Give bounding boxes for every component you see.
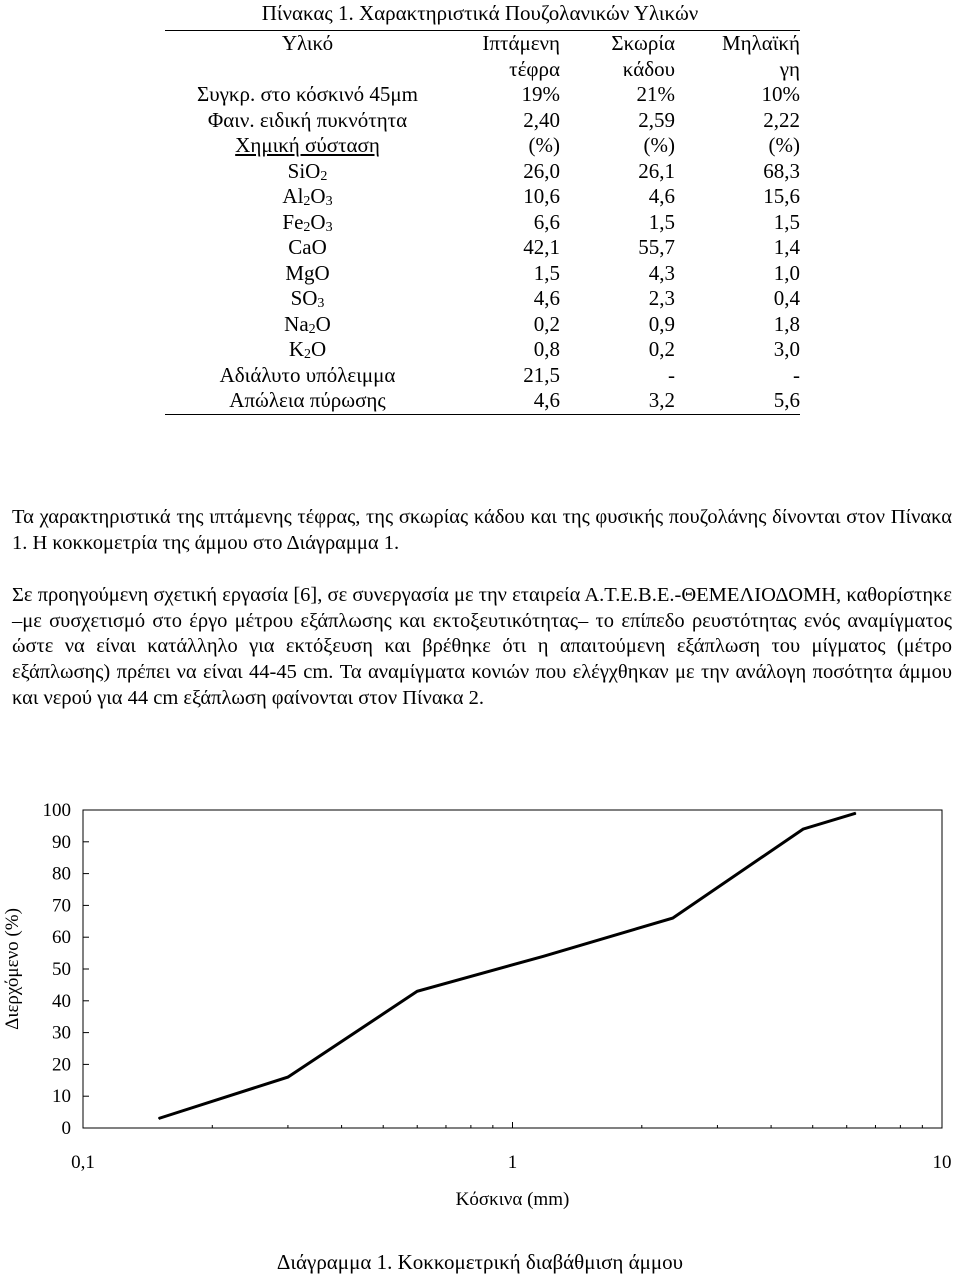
- y-tick-label: 60: [52, 927, 71, 949]
- cell-milos-earth: 1,8: [773, 311, 800, 336]
- formula-part: Na: [284, 311, 309, 336]
- table-header-row: [165, 31, 800, 83]
- formula-part: 3: [325, 219, 333, 235]
- formula-part: 2: [304, 347, 311, 362]
- y-tick-label: 90: [52, 831, 71, 853]
- composition-label: [165, 133, 450, 159]
- cell-milos-earth: 0,4: [773, 286, 800, 310]
- table-row: [165, 286, 800, 312]
- table-row: [165, 210, 800, 236]
- y-tick-label: 40: [52, 990, 71, 1012]
- header-slag-line1: Σκωρία: [611, 31, 675, 55]
- row-label: Συγκρ. στο κόσκινό 45μm: [197, 82, 418, 106]
- cell-milos-earth: 5,6: [675, 388, 800, 414]
- y-tick-label: 80: [52, 863, 71, 885]
- table-row: [165, 312, 800, 338]
- cell-slag: 55,7: [638, 235, 675, 259]
- cell-milos-earth: 3,0: [773, 337, 800, 361]
- table-row: [165, 108, 800, 134]
- sieve-chart: [0, 800, 960, 1240]
- cell-fly-ash: 21,5: [523, 362, 560, 387]
- formula-part: Απώλεια πύρωσης: [229, 388, 386, 412]
- formula-part: MgO: [285, 260, 330, 285]
- x-axis-label: Κόσκινα (mm): [455, 1189, 570, 1210]
- plot-frame: [83, 810, 942, 1128]
- formula-part: 3: [325, 194, 333, 209]
- data-point: [855, 813, 856, 814]
- formula-part: 2: [320, 168, 328, 184]
- y-tick-label: 10: [52, 1086, 71, 1108]
- cell-slag: 21%: [636, 82, 675, 106]
- row-label: [165, 184, 450, 210]
- data-point: [287, 1077, 288, 1078]
- header-slag: [560, 31, 675, 83]
- chart-ticks: [43, 800, 952, 1173]
- cell-fly-ash: 0,2: [533, 311, 560, 336]
- cell-slag: 2,3: [648, 286, 675, 310]
- row-label: [165, 363, 450, 389]
- composition-label-text: Χημική σύσταση: [235, 133, 380, 157]
- y-tick-label: 30: [52, 1022, 71, 1044]
- formula-part: 3: [317, 296, 325, 311]
- x-tick-label: 1: [507, 1152, 518, 1173]
- cell-slag: 4,6: [648, 184, 675, 208]
- formula-part: Al: [282, 184, 304, 208]
- paragraph-1: Τα χαρακτηριστικά της ιπτάμενης τέφρας, της σκωρίας κάδου και της φυσικής πουζολάνης δίνονται στον Πίνακα 1. Η κοκκομετρία της άμμου στο Διάγραμμα 1.: [12, 506, 952, 554]
- row-label: Φαιν. ειδική πυκνότητα: [207, 107, 408, 132]
- table-caption: Πίνακας 1. Χαρακτηριστικά Πουζολανικών Υλικών: [261, 1, 699, 25]
- table-row: [165, 261, 800, 287]
- cell-milos-earth: 1,0: [773, 260, 800, 285]
- unit-fly-ash: (%): [528, 133, 560, 157]
- row-label: [165, 286, 450, 312]
- formula-part: 2: [303, 219, 311, 235]
- cell-slag: -: [668, 362, 675, 387]
- cell-slag: 3,2: [560, 388, 675, 414]
- formula-part: O: [315, 311, 331, 336]
- row-label: [165, 235, 450, 261]
- row-label: [165, 210, 450, 236]
- cell-milos-earth: 1,5: [773, 209, 800, 234]
- cell-milos-earth: 10%: [761, 82, 800, 106]
- formula-part: CaO: [288, 235, 327, 259]
- cell-milos-earth: 1,4: [773, 235, 800, 259]
- cell-fly-ash: 2,40: [523, 107, 560, 132]
- cell-fly-ash: 4,6: [533, 286, 560, 310]
- table-row: [165, 82, 800, 108]
- table-row: [165, 159, 800, 185]
- table-row: [165, 337, 800, 363]
- header-milos-earth: [675, 31, 800, 83]
- table-row: [165, 388, 800, 414]
- row-label: [165, 159, 450, 185]
- cell-slag: 0,9: [648, 311, 675, 336]
- unit-slag: (%): [643, 133, 675, 157]
- formula-part: SiO: [287, 158, 321, 183]
- cell-fly-ash: 42,1: [523, 235, 560, 259]
- header-milos-earth-line2: γη: [779, 56, 800, 81]
- formula-part: O: [310, 184, 326, 208]
- cell-milos-earth: 2,22: [763, 107, 800, 132]
- cell-fly-ash: 0,8: [533, 337, 560, 361]
- formula-part: 2: [303, 194, 311, 209]
- formula-part: Αδιάλυτο υπόλειμμα: [219, 362, 396, 387]
- x-tick-label: 10: [932, 1152, 952, 1173]
- formula-part: O: [310, 209, 326, 234]
- formula-part: 2: [308, 321, 316, 337]
- y-tick-label: 50: [52, 959, 71, 980]
- cell-milos-earth: 15,6: [763, 184, 800, 208]
- cell-fly-ash: 4,6: [450, 388, 560, 414]
- chart-caption: Διάγραμμα 1. Κοκκομετρική διαβάθμιση άμμου: [276, 1250, 684, 1274]
- header-milos-earth-line1: Μηλαϊκή: [721, 31, 800, 55]
- row-label: [165, 261, 450, 287]
- paragraph-2: Σε προηγούμενη σχετική εργασία [6], σε συνεργασία με την εταιρεία Α.Τ.Ε.Β.Ε.-ΘΕΜΕΛΙΟΔΟΜΗ, καθορίστηκε –με συσχετισμό στο έργο μέτρου εξάπλωσης και εκτοξευτικότητας– το επίπεδο ρευστότητας ενός αναμίγματος ώστε να είναι κατάλληλο για εκτόξευση και βρέθηκε ότι η απαιτούμενη εξάπλωση του μίγματος (μέτρο εξάπλωσης) πρέπει να είναι 44-45 cm. Τα αναμίγματα κονιών που ελέγχθηκαν με την ανάλογη ποσότητα άμμου και νερού για 44 cm εξάπλωση φαίνονται στον Πίνακα 2.: [12, 584, 952, 709]
- header-slag-line2: κάδου: [622, 56, 675, 81]
- header-fly-ash-line1: Ιπτάμενη: [482, 31, 560, 55]
- cell-fly-ash: 1,5: [533, 260, 560, 285]
- cell-fly-ash: 10,6: [523, 184, 560, 208]
- data-point: [803, 829, 804, 830]
- series-line: [159, 813, 856, 1118]
- cell-fly-ash: 19%: [521, 82, 560, 106]
- formula-part: O: [311, 337, 327, 361]
- cell-slag: 2,59: [638, 107, 675, 132]
- y-tick-label: 70: [52, 895, 71, 917]
- cell-fly-ash: 6,6: [533, 209, 560, 234]
- formula-part: Fe: [282, 209, 304, 234]
- header-material: [165, 31, 450, 83]
- y-axis-label: Διερχόμενο (%): [2, 908, 23, 1030]
- chart-axes: [83, 810, 942, 1128]
- cell-slag: 26,1: [638, 158, 675, 183]
- cell-fly-ash: 26,0: [523, 158, 560, 183]
- data-point: [543, 956, 544, 957]
- y-tick-label: 0: [61, 1118, 71, 1139]
- row-label: [165, 388, 450, 414]
- row-label: [165, 337, 450, 363]
- table-row: [165, 363, 800, 389]
- data-point: [672, 918, 673, 919]
- x-tick-label: 0,1: [71, 1152, 95, 1173]
- header-fly-ash: [450, 31, 560, 83]
- y-tick-label: 100: [42, 800, 71, 821]
- data-point: [417, 991, 418, 992]
- materials-table: [165, 30, 800, 415]
- cell-slag: 4,3: [648, 260, 675, 285]
- formula-part: SO: [290, 286, 318, 310]
- row-label: [165, 312, 450, 338]
- formula-part: K: [288, 337, 304, 361]
- cell-slag: 1,5: [648, 209, 675, 234]
- cell-slag: 0,2: [648, 337, 675, 361]
- table-row: [165, 184, 800, 210]
- unit-milos-earth: (%): [768, 133, 800, 157]
- header-fly-ash-line2: τέφρα: [509, 56, 560, 81]
- table-row: [165, 235, 800, 261]
- cell-milos-earth: 68,3: [763, 158, 800, 183]
- y-tick-label: 20: [52, 1054, 71, 1076]
- composition-header-row: [165, 133, 800, 159]
- cell-milos-earth: -: [793, 362, 800, 387]
- header-material-label: Υλικό: [281, 31, 334, 55]
- chart-series: [158, 813, 856, 1119]
- data-point: [158, 1118, 159, 1119]
